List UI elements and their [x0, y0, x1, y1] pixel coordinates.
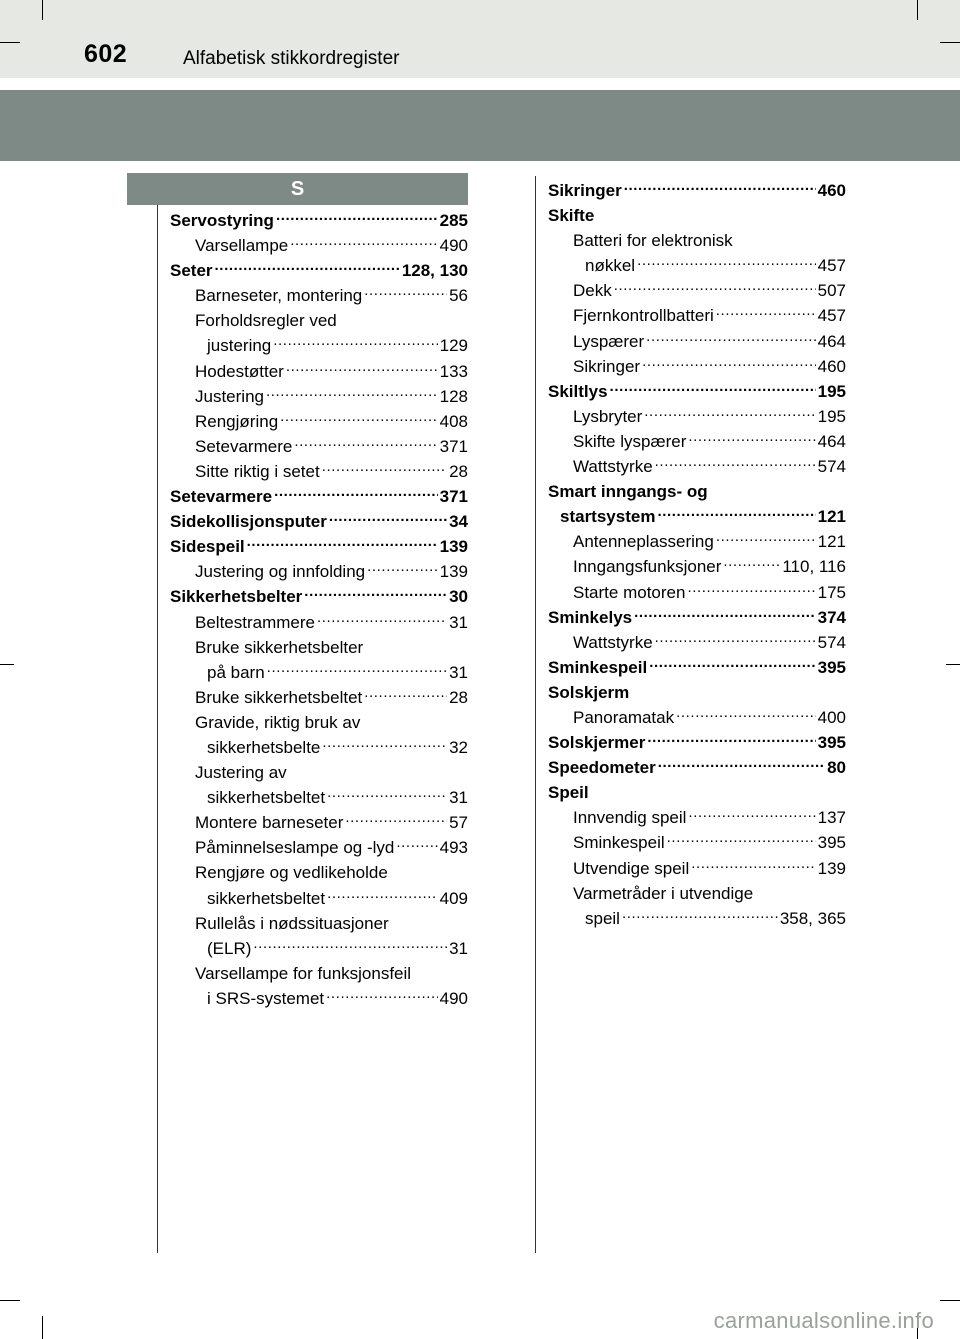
index-entry	[548, 454, 846, 479]
right-column-rule	[535, 176, 536, 1253]
dot-leader	[294, 434, 437, 459]
index-entry	[170, 810, 468, 835]
index-entry-page: 139	[817, 858, 846, 878]
index-entry-term: Wattstyrke	[573, 457, 653, 477]
dot-leader	[326, 986, 437, 1011]
index-entry-page: 195	[817, 406, 846, 426]
index-entry-term: Lyspærer	[573, 331, 645, 351]
index-entry-term: Skifte	[548, 206, 595, 226]
index-entry	[548, 881, 846, 906]
index-entry	[548, 554, 846, 579]
dot-leader	[657, 504, 815, 529]
index-entry	[548, 680, 846, 705]
dot-leader	[723, 554, 780, 579]
index-entry-term: Justering av	[195, 763, 287, 783]
index-entry-page: 80	[827, 758, 846, 778]
index-entry-term: Hodestøtter	[195, 361, 284, 381]
index-entry-term: Speil	[548, 783, 589, 803]
index-entry-page: 400	[817, 707, 846, 727]
index-entry-term: Påminnelseslampe og -lyd	[195, 838, 395, 858]
section-title: Alfabetisk stikkordregister	[183, 48, 400, 69]
index-entry-term: Batteri for elektronisk	[573, 231, 733, 251]
index-entry-term: Barneseter, montering	[195, 286, 363, 306]
dot-leader	[290, 233, 437, 258]
index-entry-page: 56	[449, 286, 468, 306]
index-entry	[170, 760, 468, 785]
index-entry	[170, 384, 468, 409]
index-entry-page: 490	[439, 236, 468, 256]
index-entry	[548, 580, 846, 605]
index-entry	[548, 303, 846, 328]
index-entry-page: 358, 365	[779, 908, 846, 928]
index-entry-term: Justering	[195, 386, 264, 406]
index-entry-page: 137	[817, 808, 846, 828]
dot-leader	[322, 459, 447, 484]
index-entry-term: Utvendige speil	[573, 858, 690, 878]
index-entry-term: Skifte lyspærer	[573, 431, 687, 451]
dot-leader	[273, 333, 437, 358]
index-entry-page: 139	[439, 562, 468, 582]
dot-leader	[280, 409, 437, 434]
dot-leader	[676, 705, 816, 730]
index-entry-page: 129	[439, 336, 468, 356]
index-entry-term: Gravide, riktig bruk av	[195, 712, 361, 732]
index-entry-page: 121	[817, 507, 846, 527]
index-entry-term: Sminkelys	[548, 607, 633, 627]
dot-leader	[367, 559, 438, 584]
index-entry-term: (ELR)	[207, 938, 252, 958]
dot-leader	[642, 354, 816, 379]
index-entry-page: 574	[817, 632, 846, 652]
dot-leader	[327, 785, 447, 810]
index-entry-term: Varsellampe for funksjonsfeil	[195, 963, 412, 983]
dot-leader	[637, 253, 816, 278]
index-entry-term: Justering og innfolding	[195, 562, 366, 582]
index-entry	[548, 605, 846, 630]
index-entry-page: 133	[439, 361, 468, 381]
index-entry	[170, 208, 468, 233]
index-entry-page: 395	[817, 833, 846, 853]
index-entry-term: Smart inngangs- og	[548, 482, 708, 502]
index-entry	[548, 755, 846, 780]
index-entry-term: på barn	[207, 662, 265, 682]
index-entry-page: 490	[439, 988, 468, 1008]
index-entry	[170, 835, 468, 860]
index-entry	[170, 233, 468, 258]
crop-mark	[42, 1316, 43, 1339]
index-entry-page: 395	[817, 733, 846, 753]
index-entry	[170, 308, 468, 333]
letter-heading: S	[127, 173, 468, 205]
index-entry-term: Panoramatak	[573, 707, 675, 727]
crop-mark	[42, 0, 43, 20]
dot-leader	[658, 755, 825, 780]
index-entry	[170, 911, 468, 936]
dot-leader	[647, 730, 815, 755]
left-column-rule	[157, 205, 158, 1253]
index-entry	[170, 409, 468, 434]
index-entry-page: 408	[439, 411, 468, 431]
index-entry-term: Inngangsfunksjoner	[573, 557, 722, 577]
index-entry	[170, 283, 468, 308]
crop-mark	[0, 664, 14, 665]
index-column-left	[170, 208, 468, 1011]
index-entry-page: 175	[817, 582, 846, 602]
dot-leader	[304, 584, 447, 609]
index-entry	[548, 278, 846, 303]
index-entry-page: 507	[817, 281, 846, 301]
index-entry	[170, 610, 468, 635]
index-entry	[170, 961, 468, 986]
index-entry-term: Beltestrammere	[195, 612, 315, 632]
index-entry-term: Sikringer	[573, 356, 641, 376]
index-entry	[170, 559, 468, 584]
index-entry	[548, 404, 846, 429]
index-entry-term: Sitte riktig i setet	[195, 461, 320, 481]
index-entry	[548, 830, 846, 855]
index-entry-term: Forholdsregler ved	[195, 311, 337, 331]
index-entry-term: sikkerhetsbelte	[207, 737, 321, 757]
index-entry-page: 121	[817, 532, 846, 552]
dot-leader	[655, 454, 816, 479]
index-entry-page: 110, 116	[782, 557, 846, 577]
index-entry-term: Setevarmere	[170, 487, 273, 507]
index-entry-term: Servostyring	[170, 211, 274, 230]
index-entry-page: 128	[439, 386, 468, 406]
index-entry-term: Fjernkontrollbatteri	[573, 306, 714, 326]
dot-leader	[274, 484, 438, 509]
index-entry	[170, 434, 468, 459]
index-entry	[170, 710, 468, 735]
dot-leader	[624, 178, 816, 203]
index-entry	[548, 655, 846, 680]
index-entry-page: 371	[439, 487, 468, 507]
index-entry-term: speil	[585, 908, 620, 928]
index-entry	[170, 584, 468, 609]
index-entry-page: 460	[817, 356, 846, 376]
index-entry	[548, 329, 846, 354]
dot-leader	[364, 283, 447, 308]
crop-mark	[946, 664, 960, 665]
dot-leader	[688, 429, 815, 454]
index-entry	[548, 805, 846, 830]
dot-leader	[215, 258, 400, 283]
dot-leader	[396, 835, 437, 860]
index-entry-page: 34	[449, 512, 468, 532]
index-entry	[548, 705, 846, 730]
index-entry	[548, 228, 846, 253]
index-entry-page: 457	[817, 256, 846, 276]
index-entry-term: Bruke sikkerhetsbeltet	[195, 687, 363, 707]
index-entry	[170, 333, 468, 358]
index-entry-term: Solskjermer	[548, 733, 646, 753]
index-entry	[170, 860, 468, 885]
index-entry-page: 395	[817, 657, 846, 677]
index-entry-term: Sidekollisjonsputer	[170, 512, 327, 532]
index-entry-term: Wattstyrke	[573, 632, 653, 652]
dot-leader	[267, 660, 447, 685]
index-entry-page: 493	[439, 838, 468, 858]
index-entry-page: 31	[449, 938, 468, 958]
index-entry	[170, 459, 468, 484]
dot-leader	[634, 605, 816, 630]
index-entry-term: Skiltlys	[548, 381, 608, 401]
dot-leader	[322, 735, 447, 760]
index-entry-page: 285	[439, 211, 468, 230]
header-strip	[0, 0, 960, 78]
dot-leader	[646, 329, 815, 354]
dot-leader	[644, 404, 815, 429]
index-entry-term: i SRS-systemet	[207, 988, 325, 1008]
index-entry-term: Sminkespeil	[573, 833, 665, 853]
index-column-right	[548, 178, 846, 931]
index-entry-term: Rullelås i nødssituasjoner	[195, 913, 389, 933]
index-entry	[548, 203, 846, 228]
dot-leader	[622, 906, 778, 931]
index-entry	[170, 986, 468, 1011]
index-entry-page: 57	[449, 813, 468, 833]
index-entry-term: Seter	[170, 261, 213, 281]
index-entry	[548, 379, 846, 404]
index-entry	[170, 359, 468, 384]
index-entry-term: Starte motoren	[573, 582, 686, 602]
index-entry-term: Dekk	[573, 281, 612, 301]
dot-leader	[688, 805, 815, 830]
dot-leader	[655, 630, 816, 655]
index-entry-term: Speedometer	[548, 758, 656, 778]
crop-mark	[0, 1300, 20, 1301]
index-entry-page: 371	[439, 436, 468, 456]
index-entry-term: startsystem	[560, 507, 656, 527]
index-entry-term: nøkkel	[585, 256, 636, 276]
index-entry	[548, 253, 846, 278]
index-entry-term: Varmetråder i utvendige	[573, 883, 754, 903]
index-entry-page: 32	[449, 737, 468, 757]
dot-leader	[253, 936, 447, 961]
crop-mark	[917, 0, 918, 20]
dot-leader	[716, 529, 816, 554]
dot-leader	[286, 359, 438, 384]
dot-leader	[266, 384, 438, 409]
index-entry-term: Varsellampe	[195, 236, 289, 256]
index-entry-term: Setevarmere	[195, 436, 293, 456]
index-entry-term: Sikkerhetsbelter	[170, 587, 303, 607]
dot-leader	[687, 580, 815, 605]
index-entry-page: 31	[449, 662, 468, 682]
dot-leader	[667, 830, 816, 855]
index-entry-page: 28	[449, 687, 468, 707]
index-entry	[548, 780, 846, 805]
index-entry-page: 460	[817, 181, 846, 200]
index-entry-term: Sikringer	[548, 181, 622, 200]
index-entry	[548, 730, 846, 755]
dot-leader	[317, 610, 447, 635]
dot-leader	[610, 379, 816, 404]
dot-leader	[247, 534, 438, 559]
index-entry-term: Solskjerm	[548, 682, 630, 702]
watermark: carmanualsonline.info	[713, 1308, 934, 1333]
index-entry-page: 464	[817, 431, 846, 451]
crop-mark	[940, 1300, 960, 1301]
index-entry-page: 30	[449, 587, 468, 607]
index-entry	[170, 258, 468, 283]
dot-leader	[691, 856, 815, 881]
index-entry	[548, 630, 846, 655]
index-entry-page: 128, 130	[401, 261, 468, 281]
index-entry	[170, 635, 468, 660]
index-entry	[170, 660, 468, 685]
index-entry-page: 457	[817, 306, 846, 326]
index-entry	[170, 886, 468, 911]
index-entry	[548, 856, 846, 881]
index-entry	[170, 785, 468, 810]
index-entry-term: Rengjøre og vedlikeholde	[195, 863, 388, 883]
index-entry-page: 31	[449, 612, 468, 632]
index-entry-page: 195	[817, 381, 846, 401]
index-entry-page: 139	[439, 537, 468, 557]
dot-leader	[329, 509, 447, 534]
header-band	[0, 90, 960, 161]
index-entry	[170, 509, 468, 534]
index-entry	[548, 529, 846, 554]
dot-leader	[716, 303, 816, 328]
index-entry	[548, 354, 846, 379]
index-entry	[170, 534, 468, 559]
index-entry-page: 409	[439, 888, 468, 908]
index-entry-term: sikkerhetsbeltet	[207, 788, 326, 808]
index-entry	[170, 936, 468, 961]
index-entry-term: Montere barneseter	[195, 813, 344, 833]
index-entry-term: Sidespeil	[170, 537, 245, 557]
dot-leader	[276, 208, 438, 233]
index-entry-page: 464	[817, 331, 846, 351]
index-entry	[548, 479, 846, 504]
index-entry-term: Bruke sikkerhetsbelter	[195, 637, 364, 657]
index-entry-page: 574	[817, 457, 846, 477]
index-entry	[548, 178, 846, 203]
index-entry	[548, 906, 846, 931]
dot-leader	[327, 886, 438, 911]
index-entry-term: justering	[207, 336, 272, 356]
index-entry	[170, 735, 468, 760]
index-entry	[170, 685, 468, 710]
dot-leader	[345, 810, 447, 835]
index-entry-term: Sminkespeil	[548, 657, 648, 677]
index-entry	[170, 484, 468, 509]
dot-leader	[649, 655, 815, 680]
index-entry-term: Rengjøring	[195, 411, 279, 431]
index-entry-page: 31	[449, 788, 468, 808]
index-entry	[548, 504, 846, 529]
crop-mark	[940, 42, 960, 43]
dot-leader	[614, 278, 816, 303]
dot-leader	[364, 685, 447, 710]
crop-mark	[0, 42, 20, 43]
index-entry-term: sikkerhetsbeltet	[207, 888, 326, 908]
index-entry-page: 28	[449, 461, 468, 481]
index-entry-term: Innvendig speil	[573, 808, 687, 828]
index-entry-term: Lysbryter	[573, 406, 643, 426]
index-entry-term: Antenneplassering	[573, 532, 714, 552]
index-entry-page: 374	[817, 607, 846, 627]
index-entry	[548, 429, 846, 454]
page-number: 602	[84, 40, 128, 68]
